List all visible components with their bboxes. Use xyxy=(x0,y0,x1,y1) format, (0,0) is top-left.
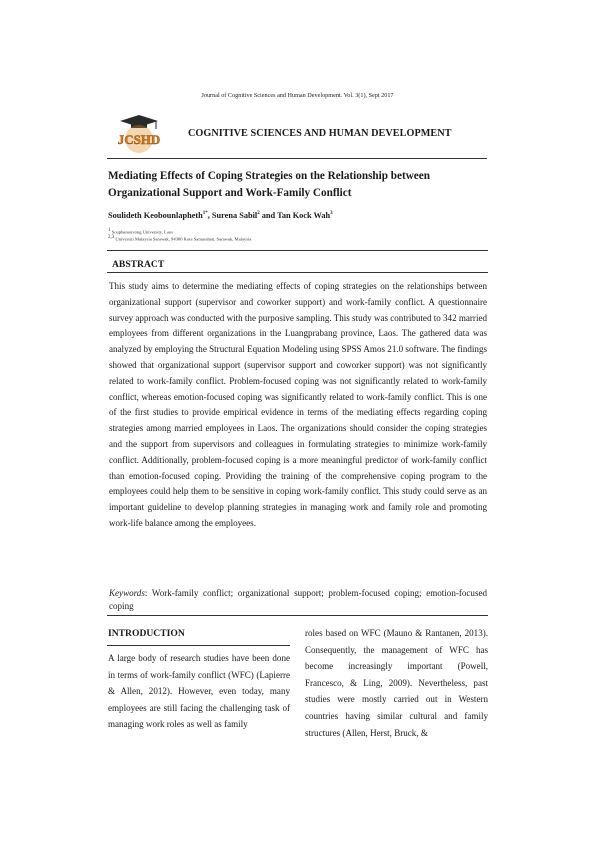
author-separator: and xyxy=(259,211,278,220)
keywords xyxy=(109,587,487,613)
author-sup: 1* xyxy=(202,211,208,217)
author-separator: , xyxy=(207,211,212,220)
abstract-top-rule xyxy=(107,250,488,251)
introduction-rule xyxy=(107,645,290,646)
affiliation xyxy=(108,235,251,242)
keywords-text: : Work-family conflict; organizational support; problem-focused coping; emotion-focused coping xyxy=(109,588,487,611)
abstract-heading: ABSTRACT xyxy=(112,259,165,270)
author-list xyxy=(108,211,333,220)
affiliation-sup: 1 xyxy=(108,228,111,233)
author-name: Surena Sabil xyxy=(211,211,258,220)
author-sup: 2 xyxy=(257,211,260,217)
affiliation xyxy=(108,228,173,235)
journal-citation: Journal of Cognitive Sciences and Human Development. Vol. 3(1), Sept 2017 xyxy=(201,92,394,99)
author-name: Soulideth Keobounlapheth xyxy=(108,211,203,220)
introduction-left-column: A large body of research studies have been done in terms of work-family conflict (WFC) (Lapierre & Allen, 2012). However, even today, many employees are still facing the challenging task of managing work roles as well as family xyxy=(108,653,290,730)
author-name: Tan Kock Wah xyxy=(277,211,331,220)
affiliation-text: Souphanouvong University, Laos xyxy=(111,229,173,235)
abstract-heading-rule xyxy=(107,272,488,273)
affiliation-sup: 2,3 xyxy=(108,235,115,240)
introduction-heading: INTRODUCTION xyxy=(108,628,185,639)
logo-text: JCSHD xyxy=(117,132,161,147)
abstract-body: This study aims to determine the mediating effects of coping strategies on the relationships between organizational support (supervisor and coworker support) and work-family conflict. A questionnaire survey approach was conducted with the purposive sampling. This study was contributed to 342 married employees from different organizations in the Luangprabang province, Laos. The gathered data was analyzed by employing the Structural Equation Modeling using SPSS Amos 21.0 software. The findings showed that organizational support (supervisor support and coworker support) was not significantly related to work-family conflict. Problem-focused coping was not significantly related to work-family conflict, whereas emotion-focused coping was significantly related to work-family conflict. This is one of the first studies to provide empirical evidence in terms of the mediating effects regarding coping strategies among married employees in Laos. The organizations should consider the coping strategies and the support from supervisors and colleagues in formulating strategies to minimize work-family conflict. Additionally, problem-focused coping is a more meaningful predictor of work-family conflict than emotion-focused coping. Providing the training of the comprehensive coping program to the employees could help them to be sensitive in coping work-family conflict. This study could serve as an important guideline to develop planning strategies in managing work and family role and promoting work-life balance among the employees. xyxy=(109,281,487,528)
journal-name: COGNITIVE SCIENCES AND HUMAN DEVELOPMENT xyxy=(188,128,452,139)
journal-logo xyxy=(106,114,172,154)
author-sup: 3 xyxy=(330,211,333,217)
article-title: Mediating Effects of Coping Strategies on the Relationship between Organizational Support and Work-Family Conflict xyxy=(108,170,430,199)
keywords-rule xyxy=(107,615,488,616)
keywords-label: Keywords xyxy=(109,588,145,598)
introduction-right-column: roles based on WFC (Mauno & Rantanen, 2013). Consequently, the management of WFC has become increasingly important (Powell, Francesco, & Ling, 2009). Nevertheless, past studies were mostly carried out in Western countries having similar cultural and family structures (Allen, Herst, Bruck, & xyxy=(305,628,488,738)
header-rule xyxy=(107,158,487,159)
affiliation-text: Universiti Malaysia Sarawak, 94300 Kota Samarahan, Sarawak, Malaysia xyxy=(115,236,252,242)
